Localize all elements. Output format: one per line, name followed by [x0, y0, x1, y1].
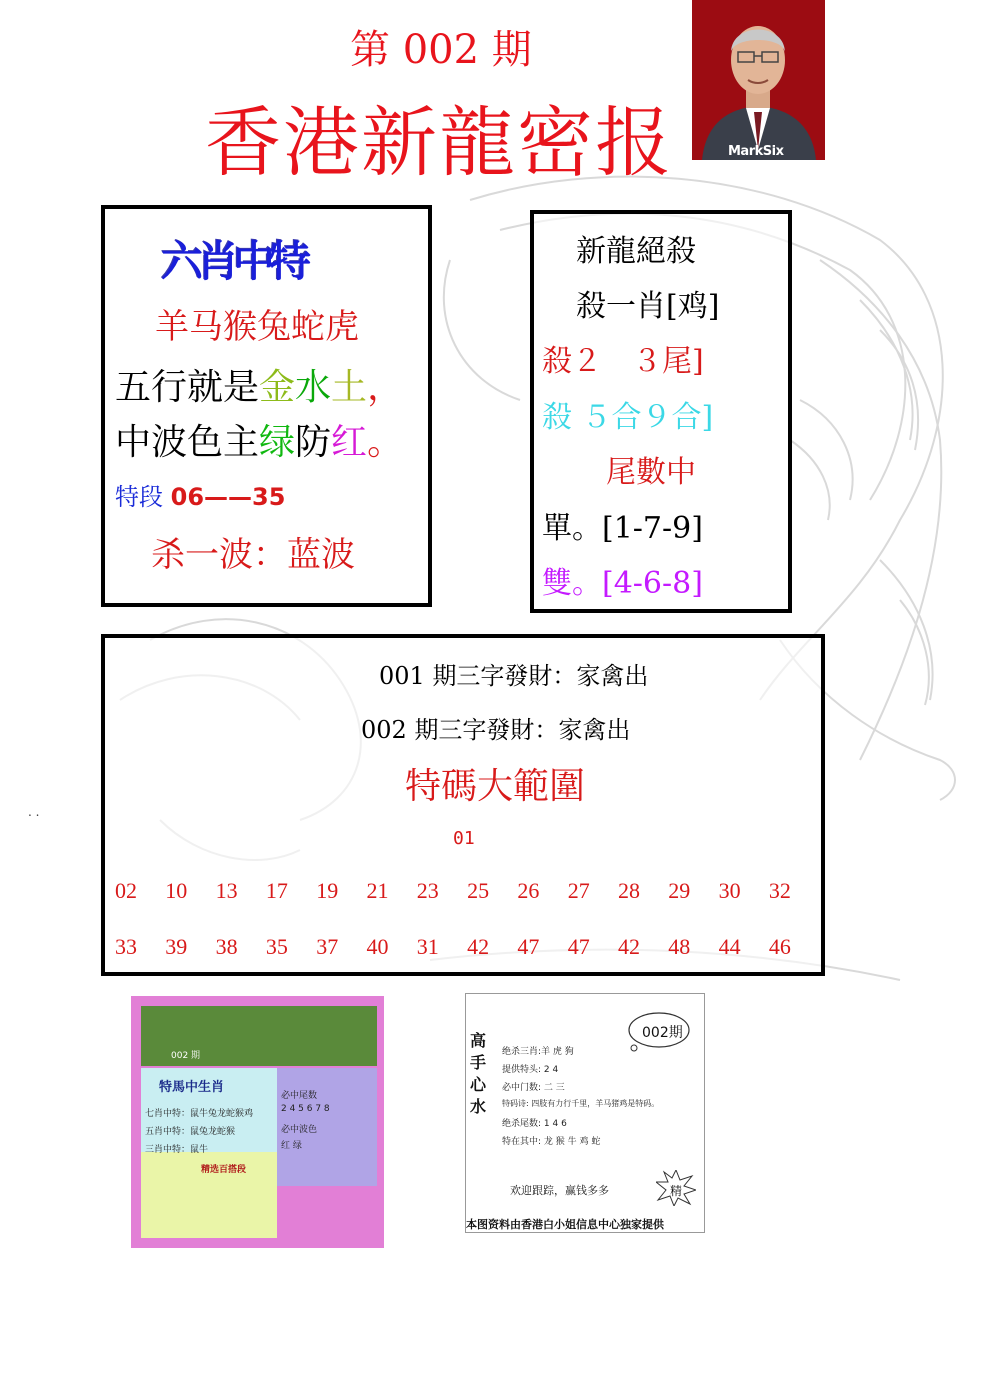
wave-red: 红 — [331, 422, 368, 463]
card-waves: 红 绿 — [281, 1141, 302, 1151]
tips-line-5: 绝杀尾数: 1 4 6 — [502, 1119, 567, 1129]
kill-box — [530, 210, 792, 613]
card-nums: 2 4 5 6 7 8 — [281, 1104, 330, 1114]
range-number: 38 — [215, 934, 238, 959]
number-row-2 — [115, 934, 815, 964]
wave-green: 绿 — [259, 422, 296, 463]
card-line-2: 五肖中特：鼠兔龙蛇猴 — [145, 1127, 236, 1137]
card-nums-head: 必中尾数 — [281, 1091, 318, 1101]
tips-bubble-text: 002期 — [642, 1025, 683, 1041]
special-range-line — [115, 477, 285, 512]
range-number: 25 — [467, 878, 490, 903]
range-number: 13 — [215, 878, 238, 903]
range-number: 29 — [668, 878, 691, 903]
issue-001-line: 001 期三字發財：家禽出 — [379, 662, 649, 690]
wave-suffix: 。 — [367, 422, 404, 463]
tips-line-2: 提供特头: 2 4 — [502, 1065, 559, 1075]
tips-caption: 本图资料由香港白小姐信息中心独家提供 — [466, 1218, 664, 1231]
range-number: 28 — [618, 878, 640, 903]
range-number: 47 — [517, 934, 540, 959]
range-title: 特碼大範圍 — [405, 766, 586, 807]
page-title: 香港新龍密报 — [205, 98, 673, 187]
kill-combo-line: 殺 ５合９合] — [542, 400, 714, 435]
kill-tail-line: 殺２ ３尾] — [542, 344, 704, 379]
man-portrait-icon — [692, 0, 825, 160]
range-number: 37 — [316, 934, 339, 959]
range-number: 47 — [567, 934, 590, 959]
element-earth: 土 — [331, 367, 368, 408]
wave-prefix: 中波色主 — [115, 422, 260, 463]
range-number: 27 — [567, 878, 590, 903]
tips-line-1: 绝杀三肖:羊 虎 狗 — [502, 1047, 574, 1057]
tips-line-3: 必中门数: 二 三 — [502, 1083, 565, 1093]
kill-zodiac-line: 殺一肖[鸡] — [576, 289, 720, 324]
small-number: 01 — [453, 828, 475, 849]
card-line-3: 三肖中特：鼠牛 — [145, 1145, 209, 1155]
elements-prefix: 五行就是 — [115, 367, 260, 408]
six-zodiac-logo: 六肖中特 — [161, 237, 306, 286]
card-issue: 002 期 — [171, 1051, 201, 1061]
range-number: 33 — [115, 934, 137, 959]
range-number: 19 — [316, 878, 339, 903]
five-elements-line — [115, 359, 403, 410]
range-number: 31 — [416, 934, 439, 959]
even-tails-line: 雙。[4-6-8] — [542, 566, 703, 601]
wave-color-line — [115, 414, 403, 465]
range-number: 17 — [265, 878, 288, 903]
stray-dots: . . — [28, 805, 40, 819]
range-number: 21 — [366, 878, 389, 903]
six-zodiac-box — [101, 205, 432, 607]
tips-card — [465, 993, 705, 1233]
range-number: 32 — [768, 878, 791, 903]
number-row-1 — [115, 878, 815, 908]
issue-002-line: 002 期三字發財：家禽出 — [361, 716, 631, 744]
tips-side-title: 高手心水 — [470, 1031, 487, 1116]
tail-heading: 尾數中 — [606, 455, 696, 490]
range-number: 42 — [618, 934, 640, 959]
range-number: 48 — [668, 934, 691, 959]
tips-line-6: 特在其中: 龙 猴 牛 鸡 蛇 — [502, 1137, 601, 1147]
range-number: 30 — [718, 878, 741, 903]
wave-mid: 防 — [295, 422, 332, 463]
card-sub-title: 精选百搭段 — [201, 1165, 247, 1175]
special-label: 特段 — [115, 483, 163, 511]
range-number: 39 — [165, 934, 188, 959]
kill-box-title: 新龍絕殺 — [576, 234, 696, 269]
card-wave-head: 必中波色 — [281, 1125, 318, 1135]
marksix-logo: MarkSix — [728, 144, 784, 159]
element-gold: 金 — [259, 367, 296, 408]
issue-number: 第 002 期 — [350, 27, 532, 73]
odd-tails-line: 單。[1-7-9] — [542, 511, 703, 546]
special-range-box — [101, 634, 825, 976]
range-number: 10 — [165, 878, 188, 903]
range-number: 42 — [467, 934, 490, 959]
elements-suffix: ， — [367, 367, 404, 408]
range-number: 02 — [115, 878, 137, 903]
zodiac-card — [131, 996, 384, 1248]
range-number: 35 — [265, 934, 288, 959]
range-number: 46 — [768, 934, 791, 959]
stamp-text: 精 — [670, 1184, 683, 1198]
range-number: 26 — [517, 878, 540, 903]
tips-line-4: 特码诗: 四肢有力行千里，羊马猪鸡是特码。 — [502, 1099, 660, 1108]
tips-footer: 欢迎跟踪，赢钱多多 — [510, 1184, 609, 1197]
portrait-photo — [692, 0, 825, 160]
element-water: 水 — [295, 367, 332, 408]
card-line-1: 七肖中特：鼠牛兔龙蛇猴鸡 — [145, 1109, 254, 1119]
kill-wave-line: 杀一波：蓝波 — [151, 535, 355, 575]
card-title: 特馬中生肖 — [159, 1080, 225, 1095]
zodiac-list: 羊马猴兔蛇虎 — [155, 307, 359, 347]
range-number: 44 — [718, 934, 741, 959]
range-number: 23 — [416, 878, 439, 903]
special-range: 06——35 — [170, 483, 286, 511]
range-number: 40 — [366, 934, 389, 959]
